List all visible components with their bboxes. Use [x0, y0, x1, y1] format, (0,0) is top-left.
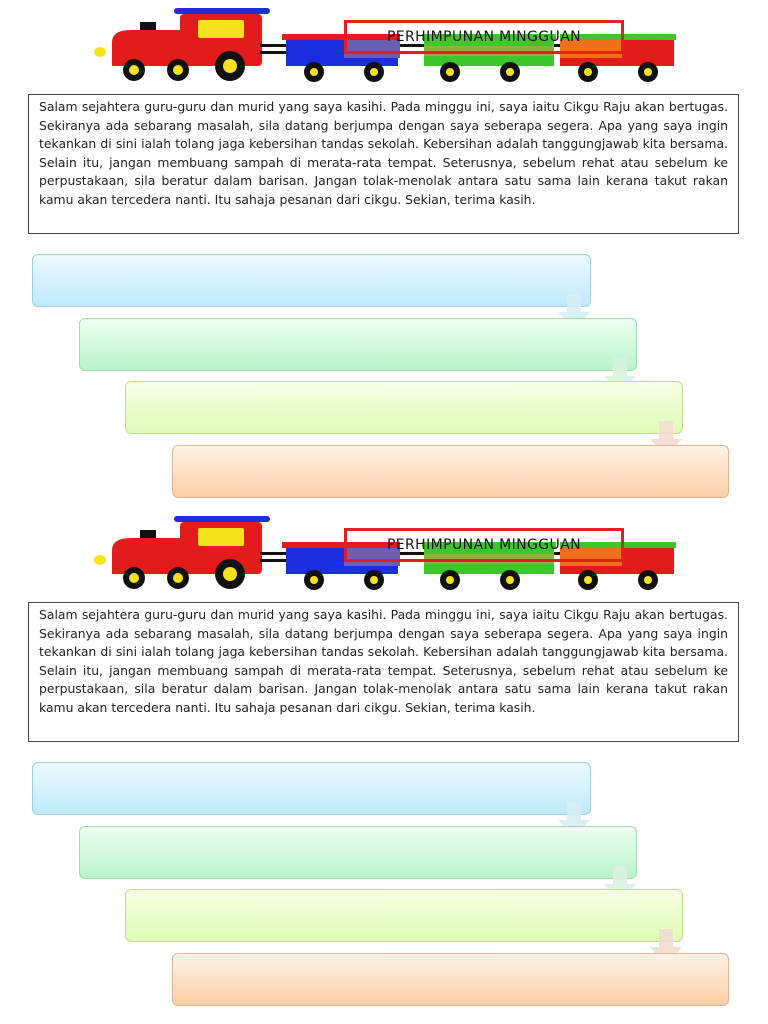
- flow-box-3: [125, 889, 683, 942]
- notice-paragraph: Salam sejahtera guru-guru dan murid yang saya kasihi. Pada minggu ini, saya iaitu Cikgu Raju akan bertugas. Sekiranya ada sebarang masalah, sila datang berjumpa dengan saya seberapa segera. Apa yang saya ingin tekankan di sini ialah tolang jaga kebersihan tandas sekolah. Kebersihan adalah tanggungjawab kita bersama. Selain itu, jangan membuang sampah di merata-rata tempat. Seterusnya, sebelum rehat atau sebelum ke perpustakaan, sila beratur dalam barisan. Jangan tolak-menolak antara satu sama lain kerana takut rakan kamu akan tercedera nanti. Itu sahaja pesanan dari cikgu. Sekian, terima kasih.: [28, 602, 739, 742]
- page-title: PERHIMPUNAN MINGGUAN: [344, 528, 624, 562]
- flow-box-1: [32, 762, 591, 815]
- flow-box-2: [79, 826, 637, 879]
- flow-box-4: [172, 953, 729, 1006]
- flow-box-1: [32, 254, 591, 307]
- page-title: PERHIMPUNAN MINGGUAN: [344, 20, 624, 54]
- flow-box-2: [79, 318, 637, 371]
- flow-box-4: [172, 445, 729, 498]
- notice-paragraph: Salam sejahtera guru-guru dan murid yang saya kasihi. Pada minggu ini, saya iaitu Cikgu Raju akan bertugas. Sekiranya ada sebarang masalah, sila datang berjumpa dengan saya seberapa segera. Apa yang saya ingin tekankan di sini ialah tolang jaga kebersihan tandas sekolah. Kebersihan adalah tanggungjawab kita bersama. Selain itu, jangan membuang sampah di merata-rata tempat. Seterusnya, sebelum rehat atau sebelum ke perpustakaan, sila beratur dalam barisan. Jangan tolak-menolak antara satu sama lain kerana takut rakan kamu akan tercedera nanti. Itu sahaja pesanan dari cikgu. Sekian, terima kasih.: [28, 94, 739, 234]
- flow-box-3: [125, 381, 683, 434]
